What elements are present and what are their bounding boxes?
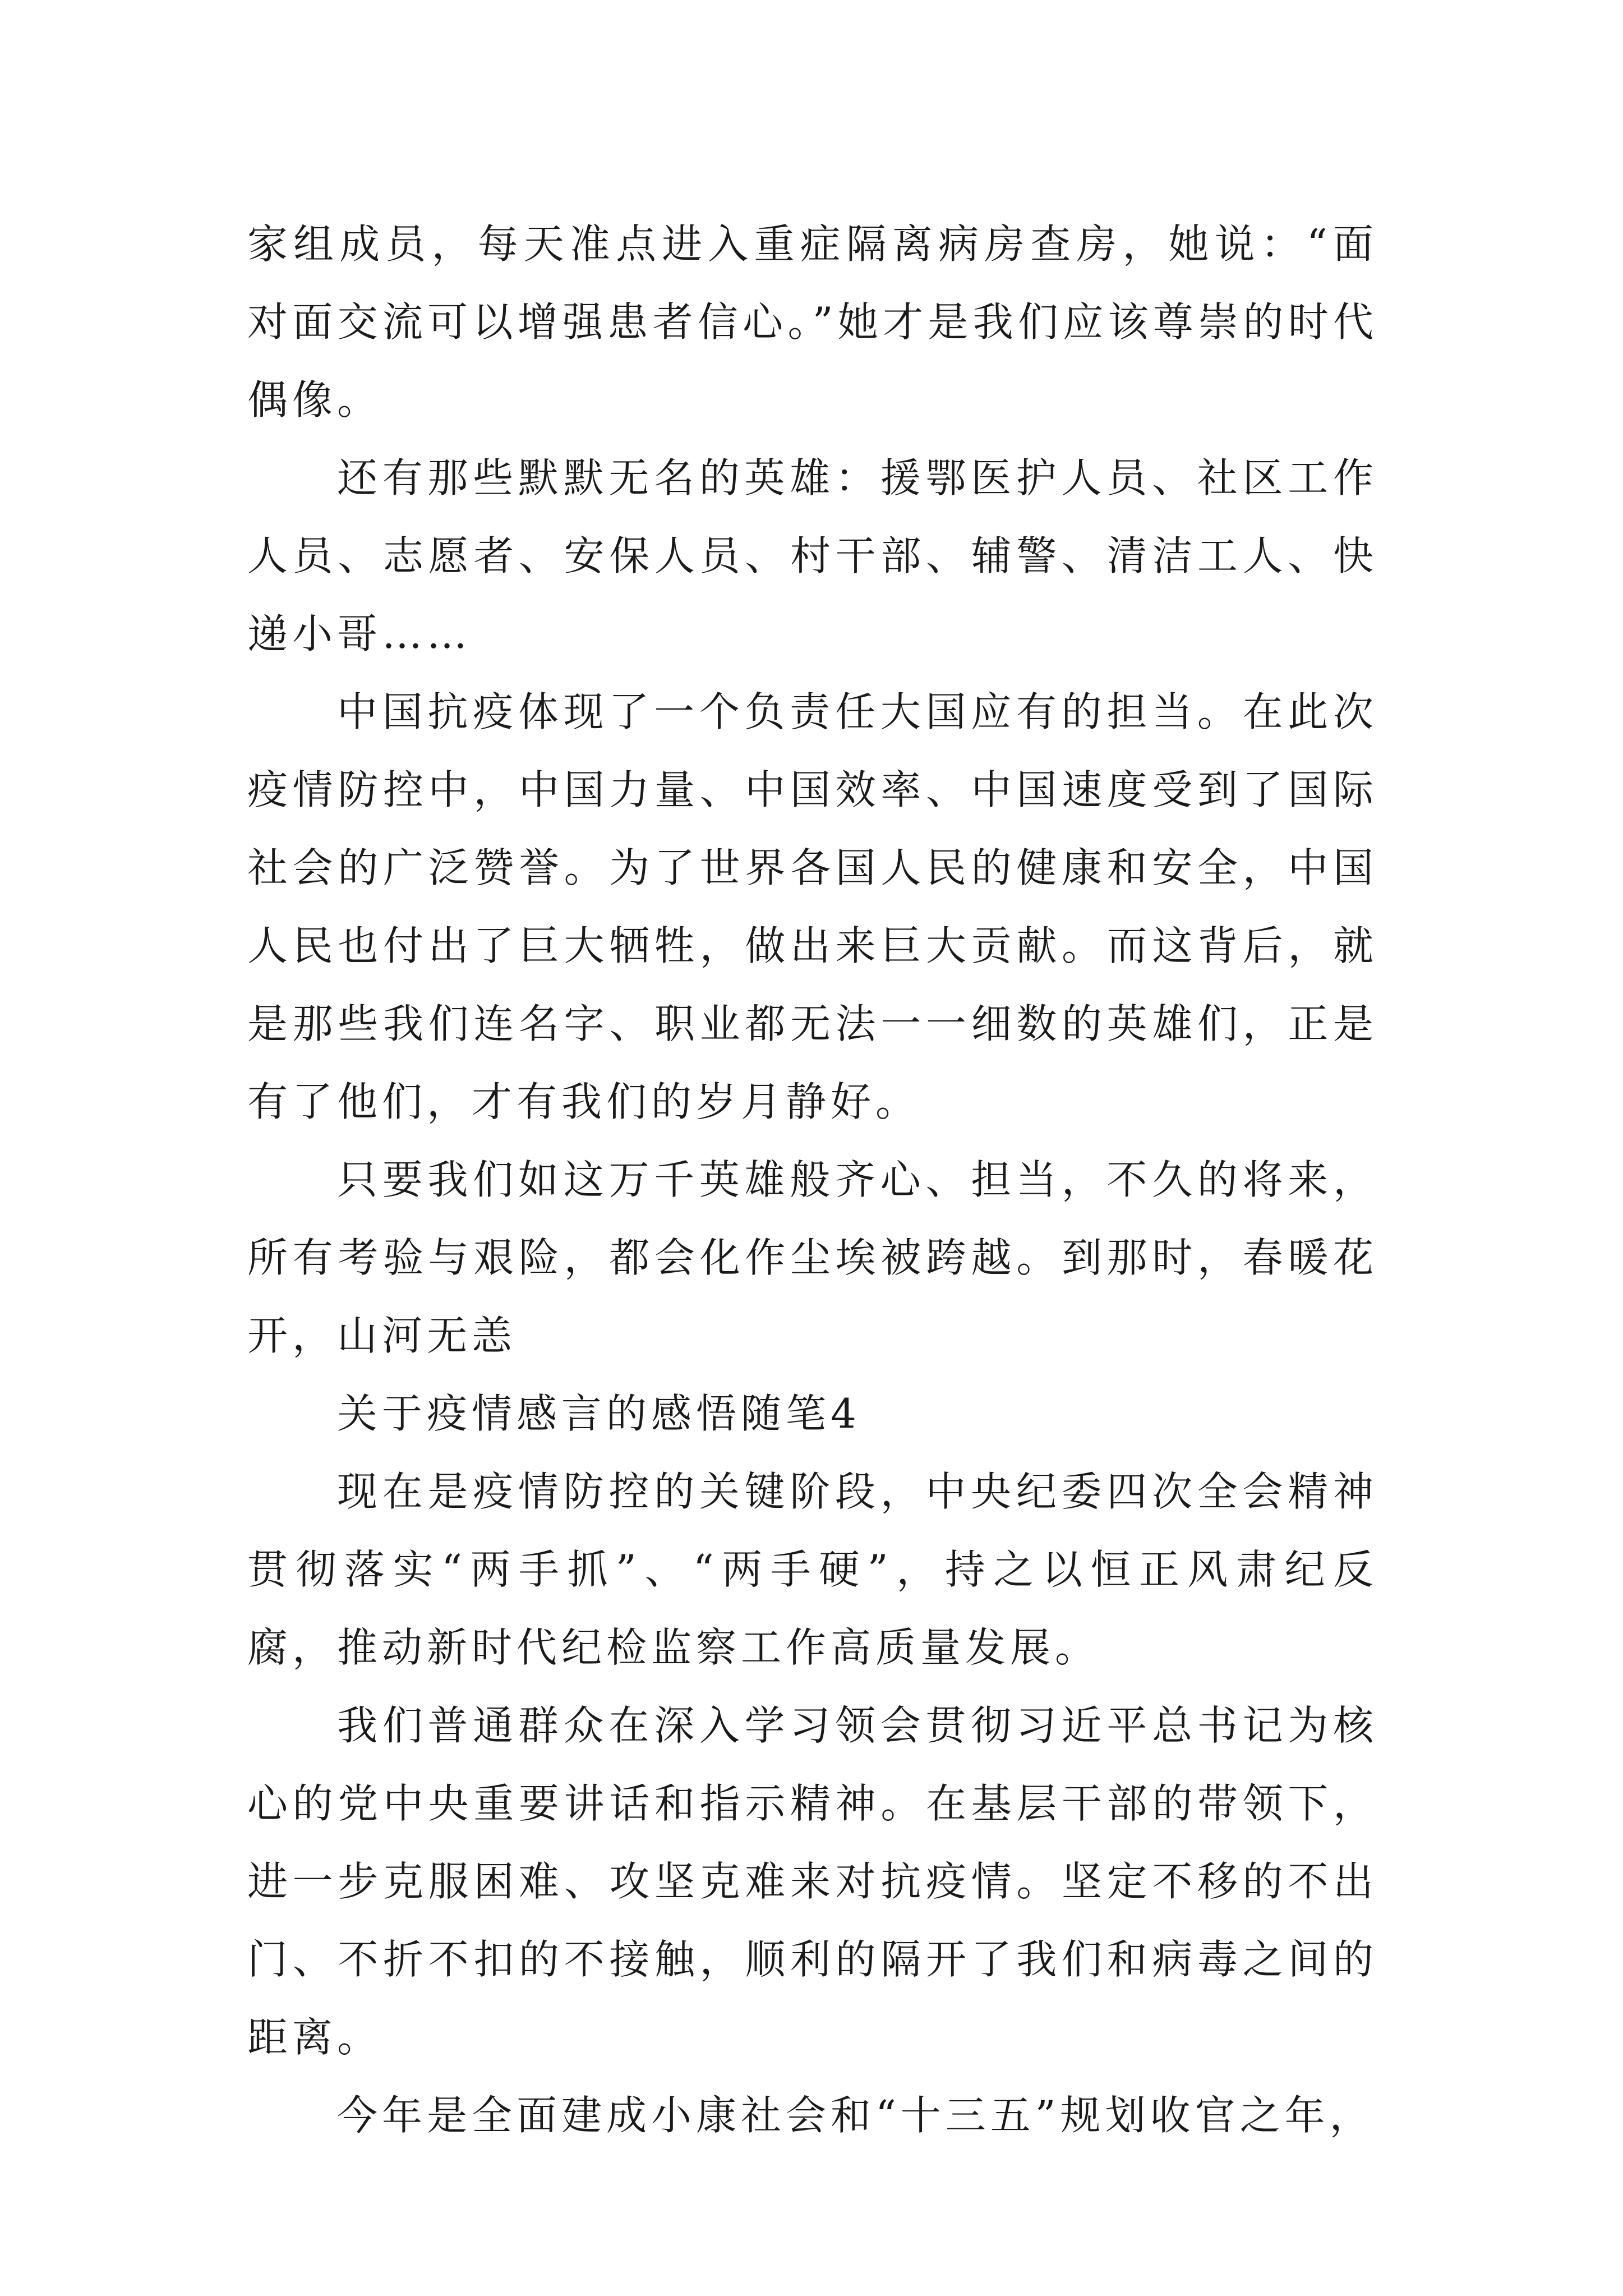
document-body (247, 205, 1378, 2155)
paragraph-key-stage: 现在是疫情防控的关键阶段，中央纪委四次全会精神贯彻落实“两手抓”、“两手硬”，持之以恒正风肃纪反腐，推动新时代纪检监察工作高质量发展。 (247, 1468, 1378, 1671)
paragraph-china-responsibility: 中国抗疫体现了一个负责任大国应有的担当。在此次疫情防控中，中国力量、中国效率、中国速度受到了国际社会的广泛赞誉。为了世界各国人民的健康和安全，中国人民也付出了巨大牺牲，做出来巨大贡献。而这背后，就是那些我们连名字、职业都无法一一细数的英雄们，正是有了他们，才有我们的岁月静好。 (247, 688, 1378, 1125)
paragraph-continuation: 家组成员，每天准点进入重症隔离病房查房，她说：“面对面交流可以增强患者信心。”她才是我们应该尊崇的时代偶像。 (247, 220, 1378, 424)
section-heading: 关于疫情感言的感悟随笔4 (337, 1390, 861, 1437)
paragraph-spring-future: 只要我们如这万千英雄般齐心、担当，不久的将来，所有考验与艰险，都会化作尘埃被跨越。到那时，春暖花开，山河无恙 (247, 1156, 1378, 1359)
paragraph-ordinary-people: 我们普通群众在深入学习领会贯彻习近平总书记为核心的党中央重要讲话和指示精神。在基层干部的带领下，进一步克服困难、攻坚克难来对抗疫情。坚定不移的不出门、不折不扣的不接触，顺利的隔开了我们和病毒之间的距离。 (247, 1702, 1378, 2061)
paragraph-unsung-heroes: 还有那些默默无名的英雄：援鄂医护人员、社区工作人员、志愿者、安保人员、村干部、辅警、清洁工人、快递小哥…… (247, 454, 1378, 657)
paragraph-this-year: 今年是全面建成小康社会和“十三五”规划收官之年， (337, 2092, 1375, 2139)
